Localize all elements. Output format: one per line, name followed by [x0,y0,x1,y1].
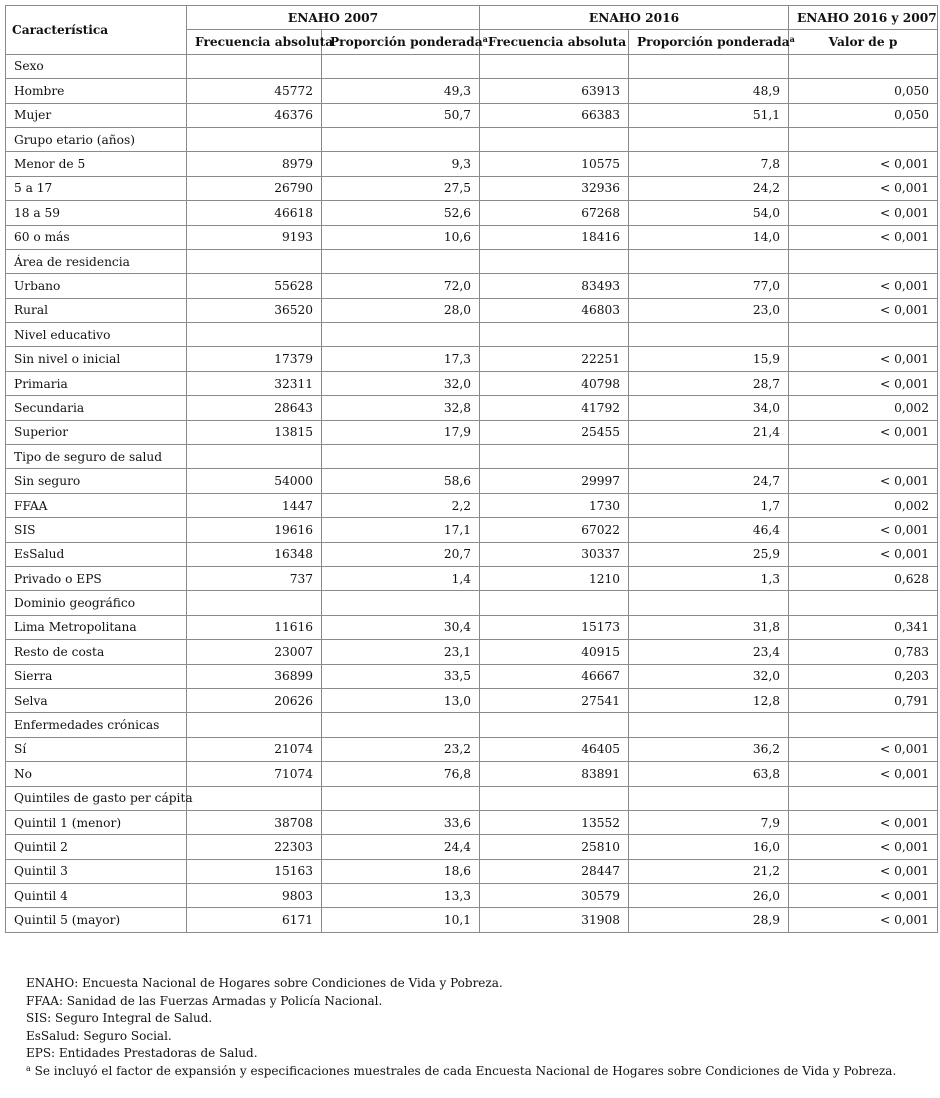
row-label: Urbano [6,274,187,298]
section-row [6,445,938,469]
note-line: ENAHO: Encuesta Nacional de Hogares sobre Condiciones de Vida y Pobreza. [26,976,503,990]
prop-2016-cell: 25,9 [629,542,789,566]
table-notes [26,975,896,1081]
table-row [6,835,938,859]
section-title: Enfermedades crónicas [6,713,187,737]
p-value-cell: 0,791 [789,688,938,712]
prop-2016-cell: 46,4 [629,518,789,542]
empty-cell [480,249,629,273]
row-label: Hombre [6,79,187,103]
freq-2016-cell: 1210 [480,566,629,590]
empty-cell [629,54,789,78]
prop-2007-cell: 20,7 [322,542,480,566]
empty-cell [629,591,789,615]
freq-2007-cell: 71074 [187,762,322,786]
table-row [6,103,938,127]
table-row [6,566,938,590]
header-proporcion-label: Proporción ponderada [330,35,483,50]
prop-2016-cell: 21,4 [629,420,789,444]
freq-2016-cell: 31908 [480,908,629,932]
prop-2016-cell: 14,0 [629,225,789,249]
p-value-cell: < 0,001 [789,347,938,371]
prop-2016-cell: 36,2 [629,737,789,761]
data-table [5,5,938,933]
row-label: 5 a 17 [6,176,187,200]
freq-2016-cell: 67268 [480,201,629,225]
empty-cell [789,54,938,78]
empty-cell [480,713,629,737]
row-label: Resto de costa [6,640,187,664]
table-body [6,54,938,932]
empty-cell [789,786,938,810]
prop-2007-cell: 28,0 [322,298,480,322]
p-value-cell: 0,203 [789,664,938,688]
empty-cell [187,786,322,810]
empty-cell [322,54,480,78]
prop-2007-cell: 18,6 [322,859,480,883]
prop-2007-cell: 32,8 [322,396,480,420]
row-label: EsSalud [6,542,187,566]
header-row-groups [6,6,938,30]
table-row [6,493,938,517]
table-row [6,396,938,420]
row-label: Selva [6,688,187,712]
prop-2016-cell: 21,2 [629,859,789,883]
empty-cell [322,786,480,810]
freq-2016-cell: 32936 [480,176,629,200]
empty-cell [187,445,322,469]
prop-2016-cell: 28,7 [629,371,789,395]
prop-2016-cell: 23,0 [629,298,789,322]
row-label: Lima Metropolitana [6,615,187,639]
prop-2016-cell: 24,2 [629,176,789,200]
p-value-cell: < 0,001 [789,542,938,566]
freq-2016-cell: 15173 [480,615,629,639]
prop-2007-cell: 52,6 [322,201,480,225]
freq-2007-cell: 19616 [187,518,322,542]
header-frecuencia-2007: Frecuencia absoluta [187,30,322,54]
header-frecuencia-2016: Frecuencia absoluta [480,30,629,54]
prop-2007-cell: 27,5 [322,176,480,200]
empty-cell [187,323,322,347]
freq-2016-cell: 28447 [480,859,629,883]
prop-2007-cell: 1,4 [322,566,480,590]
freq-2016-cell: 67022 [480,518,629,542]
empty-cell [629,323,789,347]
p-value-cell: < 0,001 [789,518,938,542]
table-row [6,225,938,249]
freq-2007-cell: 1447 [187,493,322,517]
freq-2007-cell: 737 [187,566,322,590]
section-row [6,54,938,78]
table-row [6,152,938,176]
p-value-cell: < 0,001 [789,225,938,249]
empty-cell [789,445,938,469]
prop-2016-cell: 7,8 [629,152,789,176]
p-value-cell: 0,002 [789,396,938,420]
row-label: Sin seguro [6,469,187,493]
row-label: Secundaria [6,396,187,420]
freq-2007-cell: 28643 [187,396,322,420]
section-row [6,786,938,810]
p-value-cell: 0,341 [789,615,938,639]
empty-cell [322,445,480,469]
table-row [6,762,938,786]
header-proporcion-label: Proporción ponderada [637,35,790,50]
freq-2016-cell: 25810 [480,835,629,859]
freq-2016-cell: 83891 [480,762,629,786]
empty-cell [789,249,938,273]
row-label: SIS [6,518,187,542]
p-value-cell: 0,050 [789,103,938,127]
section-title: Sexo [6,54,187,78]
freq-2007-cell: 23007 [187,640,322,664]
prop-2016-cell: 28,9 [629,908,789,932]
p-value-cell: < 0,001 [789,469,938,493]
freq-2016-cell: 25455 [480,420,629,444]
freq-2016-cell: 18416 [480,225,629,249]
prop-2016-cell: 23,4 [629,640,789,664]
empty-cell [789,323,938,347]
footnote-marker: a [482,34,488,45]
table-row [6,274,938,298]
empty-cell [629,713,789,737]
prop-2007-cell: 13,0 [322,688,480,712]
section-row [6,713,938,737]
empty-cell [187,249,322,273]
empty-cell [322,713,480,737]
prop-2007-cell: 32,0 [322,371,480,395]
prop-2016-cell: 24,7 [629,469,789,493]
header-enaho-2016: ENAHO 2016 [480,6,789,30]
prop-2007-cell: 58,6 [322,469,480,493]
header-enaho-2016-2007: ENAHO 2016 y 2007 [789,6,938,30]
empty-cell [322,591,480,615]
p-value-cell: < 0,001 [789,908,938,932]
section-row [6,127,938,151]
table-row [6,615,938,639]
p-value-cell: < 0,001 [789,201,938,225]
note-line: EsSalud: Seguro Social. [26,1028,172,1043]
prop-2007-cell: 23,2 [322,737,480,761]
freq-2007-cell: 36899 [187,664,322,688]
freq-2016-cell: 66383 [480,103,629,127]
prop-2016-cell: 16,0 [629,835,789,859]
row-label: Primaria [6,371,187,395]
note-line: EPS: Entidades Prestadoras de Salud. [26,1046,258,1061]
prop-2016-cell: 34,0 [629,396,789,420]
empty-cell [322,249,480,273]
row-label: Quintil 2 [6,835,187,859]
empty-cell [322,127,480,151]
prop-2007-cell: 10,1 [322,908,480,932]
p-value-cell: 0,050 [789,79,938,103]
prop-2007-cell: 33,5 [322,664,480,688]
empty-cell [629,786,789,810]
row-label: Sin nivel o inicial [6,347,187,371]
freq-2016-cell: 40915 [480,640,629,664]
prop-2007-cell: 30,4 [322,615,480,639]
freq-2016-cell: 83493 [480,274,629,298]
p-value-cell: < 0,001 [789,176,938,200]
header-valor-p: Valor de p [789,30,938,54]
table-row [6,542,938,566]
freq-2007-cell: 20626 [187,688,322,712]
empty-cell [629,249,789,273]
empty-cell [480,127,629,151]
table-row [6,810,938,834]
empty-cell [789,713,938,737]
freq-2016-cell: 1730 [480,493,629,517]
prop-2016-cell: 15,9 [629,347,789,371]
p-value-cell: < 0,001 [789,371,938,395]
empty-cell [629,127,789,151]
p-value-cell: 0,783 [789,640,938,664]
empty-cell [480,786,629,810]
freq-2007-cell: 26790 [187,176,322,200]
prop-2007-cell: 9,3 [322,152,480,176]
freq-2007-cell: 9193 [187,225,322,249]
p-value-cell: < 0,001 [789,859,938,883]
row-label: Sí [6,737,187,761]
p-value-cell: < 0,001 [789,274,938,298]
prop-2007-cell: 72,0 [322,274,480,298]
p-value-cell: < 0,001 [789,152,938,176]
prop-2007-cell: 49,3 [322,79,480,103]
freq-2016-cell: 30579 [480,884,629,908]
prop-2007-cell: 13,3 [322,884,480,908]
table-row [6,859,938,883]
freq-2007-cell: 21074 [187,737,322,761]
row-label: Mujer [6,103,187,127]
empty-cell [629,445,789,469]
section-row [6,249,938,273]
footnote-marker: a [789,34,795,45]
freq-2007-cell: 36520 [187,298,322,322]
freq-2007-cell: 9803 [187,884,322,908]
row-label: No [6,762,187,786]
row-label: Quintil 3 [6,859,187,883]
prop-2016-cell: 32,0 [629,664,789,688]
freq-2007-cell: 22303 [187,835,322,859]
prop-2007-cell: 17,1 [322,518,480,542]
freq-2016-cell: 46667 [480,664,629,688]
row-label: Rural [6,298,187,322]
empty-cell [480,591,629,615]
section-title: Nivel educativo [6,323,187,347]
p-value-cell: 0,628 [789,566,938,590]
table-row [6,347,938,371]
freq-2016-cell: 30337 [480,542,629,566]
freq-2007-cell: 32311 [187,371,322,395]
row-label: Quintil 1 (menor) [6,810,187,834]
freq-2007-cell: 55628 [187,274,322,298]
freq-2007-cell: 46376 [187,103,322,127]
freq-2016-cell: 40798 [480,371,629,395]
freq-2007-cell: 38708 [187,810,322,834]
freq-2007-cell: 13815 [187,420,322,444]
table-row [6,640,938,664]
row-label: Menor de 5 [6,152,187,176]
prop-2007-cell: 17,9 [322,420,480,444]
section-row [6,591,938,615]
prop-2016-cell: 26,0 [629,884,789,908]
prop-2016-cell: 77,0 [629,274,789,298]
freq-2007-cell: 6171 [187,908,322,932]
freq-2016-cell: 46405 [480,737,629,761]
freq-2007-cell: 54000 [187,469,322,493]
table-row [6,737,938,761]
p-value-cell: < 0,001 [789,737,938,761]
table-row [6,884,938,908]
prop-2007-cell: 17,3 [322,347,480,371]
note-line: FFAA: Sanidad de las Fuerzas Armadas y Policía Nacional. [26,993,383,1008]
prop-2007-cell: 50,7 [322,103,480,127]
freq-2016-cell: 10575 [480,152,629,176]
row-label: Quintil 4 [6,884,187,908]
header-proporcion-2007 [322,30,488,54]
note-line: SIS: Seguro Integral de Salud. [26,1011,213,1026]
p-value-cell: < 0,001 [789,884,938,908]
freq-2016-cell: 46803 [480,298,629,322]
table-row [6,469,938,493]
freq-2007-cell: 45772 [187,79,322,103]
prop-2016-cell: 48,9 [629,79,789,103]
table-row [6,420,938,444]
row-label: 18 a 59 [6,201,187,225]
freq-2016-cell: 13552 [480,810,629,834]
prop-2007-cell: 10,6 [322,225,480,249]
section-row [6,323,938,347]
empty-cell [480,323,629,347]
p-value-cell: 0,002 [789,493,938,517]
table-row [6,371,938,395]
prop-2007-cell: 24,4 [322,835,480,859]
table-row [6,176,938,200]
freq-2007-cell: 46618 [187,201,322,225]
row-label: 60 o más [6,225,187,249]
table-row [6,518,938,542]
table-row [6,298,938,322]
p-value-cell: < 0,001 [789,762,938,786]
freq-2016-cell: 29997 [480,469,629,493]
freq-2007-cell: 16348 [187,542,322,566]
freq-2016-cell: 63913 [480,79,629,103]
section-title: Quintiles de gasto per cápita [6,786,187,810]
header-proporcion-2016 [629,30,795,54]
footnote-text: Se incluyó el factor de expansión y especificaciones muestrales de cada Encuesta Nacional de Hogares sobre Condiciones de Vida y Pobreza. [30,1063,897,1078]
freq-2016-cell: 22251 [480,347,629,371]
freq-2016-cell: 41792 [480,396,629,420]
table-row [6,664,938,688]
freq-2007-cell: 11616 [187,615,322,639]
row-label: Privado o EPS [6,566,187,590]
p-value-cell: < 0,001 [789,835,938,859]
header-enaho-2007: ENAHO 2007 [187,6,480,30]
prop-2016-cell: 31,8 [629,615,789,639]
freq-2007-cell: 17379 [187,347,322,371]
empty-cell [480,54,629,78]
prop-2007-cell: 76,8 [322,762,480,786]
prop-2016-cell: 63,8 [629,762,789,786]
row-label: FFAA [6,493,187,517]
row-label: Sierra [6,664,187,688]
table-row [6,79,938,103]
prop-2007-cell: 33,6 [322,810,480,834]
empty-cell [789,127,938,151]
footnote-a [26,1063,896,1081]
empty-cell [187,713,322,737]
p-value-cell: < 0,001 [789,298,938,322]
table-row [6,688,938,712]
prop-2016-cell: 12,8 [629,688,789,712]
prop-2007-cell: 23,1 [322,640,480,664]
p-value-cell: < 0,001 [789,810,938,834]
prop-2016-cell: 54,0 [629,201,789,225]
prop-2016-cell: 1,3 [629,566,789,590]
section-title: Dominio geográfico [6,591,187,615]
empty-cell [187,127,322,151]
p-value-cell: < 0,001 [789,420,938,444]
freq-2016-cell: 27541 [480,688,629,712]
header-caracteristica: Característica [6,6,187,55]
prop-2016-cell: 51,1 [629,103,789,127]
section-title: Grupo etario (años) [6,127,187,151]
row-label: Superior [6,420,187,444]
prop-2007-cell: 2,2 [322,493,480,517]
section-title: Área de residencia [6,249,187,273]
freq-2007-cell: 15163 [187,859,322,883]
empty-cell [187,591,322,615]
section-title: Tipo de seguro de salud [6,445,187,469]
freq-2007-cell: 8979 [187,152,322,176]
row-label: Quintil 5 (mayor) [6,908,187,932]
prop-2016-cell: 7,9 [629,810,789,834]
empty-cell [187,54,322,78]
empty-cell [322,323,480,347]
footnote-marker: a [26,1063,31,1073]
prop-2016-cell: 1,7 [629,493,789,517]
table-row [6,908,938,932]
empty-cell [480,445,629,469]
empty-cell [789,591,938,615]
table-row [6,201,938,225]
